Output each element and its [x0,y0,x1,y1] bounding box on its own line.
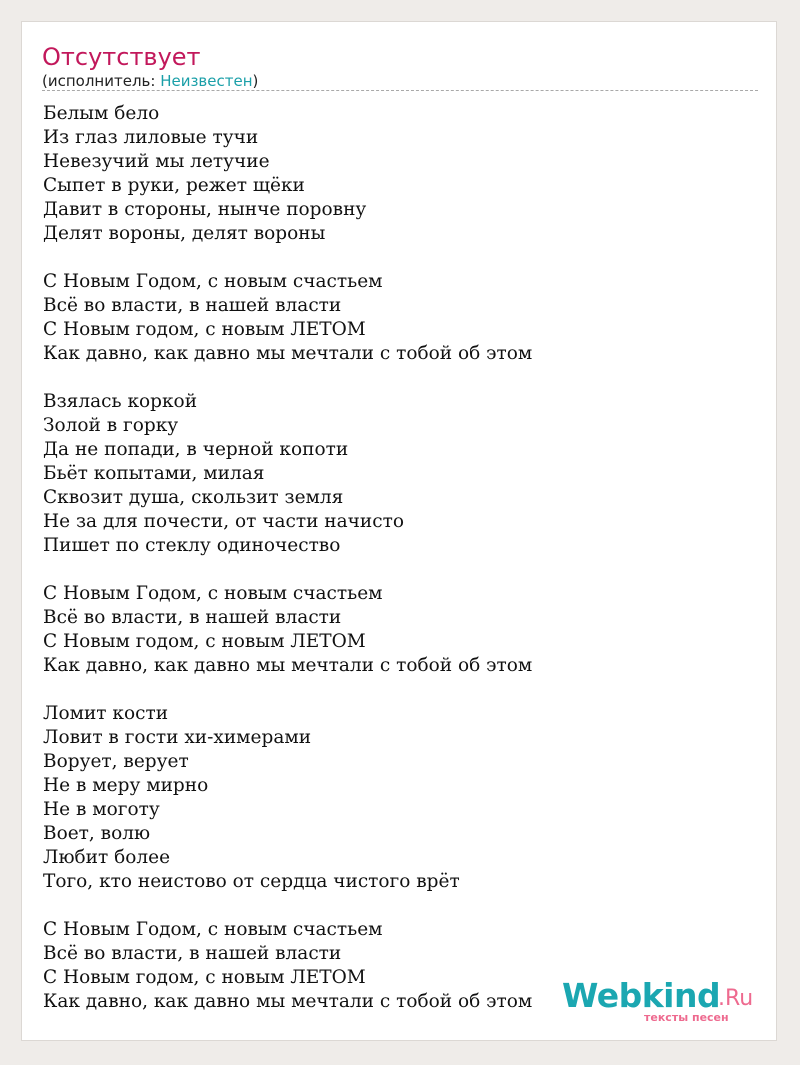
lyric-line: Да не попади, в черной копоти [43,439,349,460]
lyric-line: Всё во власти, в нашей власти [43,295,342,316]
lyric-line: Давит в стороны, нынче поровну [43,199,367,220]
lyric-line: Ломит кости [43,703,169,724]
lyric-line: Того, кто неистово от сердца чистого врёт [43,871,460,892]
lyric-line: С Новым годом, с новым ЛЕТОМ [43,319,366,340]
lyric-line: Невезучий мы летучие [43,151,270,172]
lyric-line: Сквозит душа, скользит земля [43,487,344,508]
lyric-line: Не за для почести, от части начисто [43,511,404,532]
artist-prefix: (исполнитель: [42,72,161,90]
lyric-line: Всё во власти, в нашей власти [43,607,342,628]
lyric-line: Золой в горку [43,415,179,436]
lyric-line: Как давно, как давно мы мечтали с тобой об этом [43,655,533,676]
lyric-line: Из глаз лиловые тучи [43,127,259,148]
stanza-break [43,558,532,582]
lyric-line: С Новым Годом, с новым счастьем [43,583,383,604]
lyric-line: Любит более [43,847,171,868]
lyric-line: Бьёт копытами, милая [43,463,265,484]
lyric-line: С Новым Годом, с новым счастьем [43,271,383,292]
watermark-logo [562,976,762,1026]
lyric-line: Делят вороны, делят вороны [43,223,326,244]
stanza-break [43,246,532,270]
lyric-line: Пишет по стеклу одиночество [43,535,341,556]
lyric-line: Сыпет в руки, режет щёки [43,175,305,196]
artist-line [42,72,258,90]
stanza-break [43,366,532,390]
lyric-line: Воет, волю [43,823,151,844]
lyric-line: Как давно, как давно мы мечтали с тобой об этом [43,343,533,364]
lyric-line: Белым бело [43,103,160,124]
watermark-tagline: тексты песен [644,1011,729,1024]
lyric-line: С Новым годом, с новым ЛЕТОМ [43,631,366,652]
artist-link[interactable]: Неизвестен [160,72,253,90]
lyric-line: Ворует, верует [43,751,189,772]
lyric-line: Ловит в гости хи-химерами [43,727,312,748]
lyric-line: С Новым Годом, с новым счастьем [43,919,383,940]
lyric-line: Как давно, как давно мы мечтали с тобой об этом [43,991,533,1012]
lyric-line: Не в меру мирно [43,775,209,796]
lyrics-text [43,102,532,1014]
lyrics-card [21,21,777,1041]
lyric-line: С Новым годом, с новым ЛЕТОМ [43,967,366,988]
watermark-tld: .Ru [718,986,754,1011]
lyric-line: Взялась коркой [43,391,198,412]
dashed-divider [42,90,758,91]
artist-suffix: ) [252,72,259,90]
watermark-name: Webkind [562,976,721,1015]
lyric-line: Не в моготу [43,799,160,820]
stanza-break [43,678,532,702]
stanza-break [43,894,532,918]
lyric-line: Всё во власти, в нашей власти [43,943,342,964]
song-title: Отсутствует [42,43,201,71]
